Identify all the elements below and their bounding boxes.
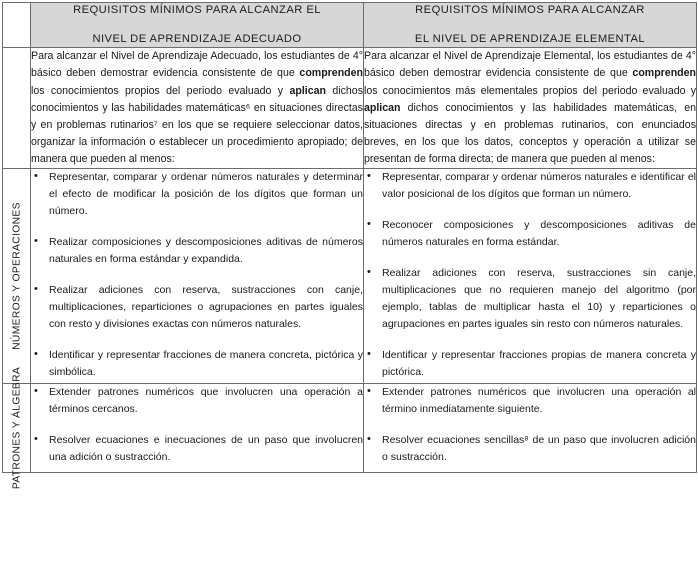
row-numeros-operaciones xyxy=(3,169,697,384)
intro-adecuado-bold1: comprenden xyxy=(299,67,363,80)
side-label-numeros-operaciones-text: NÚMEROS Y OPERACIONES xyxy=(10,202,22,351)
document-page xyxy=(0,2,698,572)
header-adecuado-line1: REQUISITOS MÍNIMOS PARA ALCANZAR EL xyxy=(73,4,321,16)
patrones-adecuado-cell xyxy=(31,384,364,473)
header-elemental-line2: EL NIVEL DE APRENDIZAJE ELEMENTAL xyxy=(414,33,646,46)
intro-elemental-part2: los conocimientos más elementales propios del periodo evaluado y xyxy=(364,84,696,97)
side-label-numeros-operaciones xyxy=(3,169,31,384)
intro-adecuado-part2: los conocimientos propios del periodo evaluado y xyxy=(31,84,290,97)
intro-adecuado-part3: dichos conocimientos y las habilidades matemáticas⁶ en situaciones directas y en problemas rutinarios⁷ en los que se requiere seleccionar datos, organizar la información o establecer un procedimiento apropiado; de manera que pueden al menos: xyxy=(31,84,363,166)
intro-side-cell xyxy=(3,48,31,169)
intro-adecuado-part1: Para alcanzar el Nivel de Aprendizaje Adecuado, los estudiantes de 4° básico deben demostrar evidencia consistente de que xyxy=(31,50,363,80)
header-adecuado xyxy=(31,3,364,48)
intro-row xyxy=(3,48,697,169)
intro-elemental-part3: dichos conocimientos y las habilidades matemáticas, en situaciones directas y en problemas rutinarios, con enunciados breves, en los que los datos, conceptos y operación a utilizar se presentan de forma directa; de manera que pueden al menos: xyxy=(364,101,696,166)
patrones-elemental-list xyxy=(364,384,696,466)
table-header-row xyxy=(3,3,697,48)
achievement-levels-table xyxy=(2,2,697,490)
numeros-adecuado-list xyxy=(31,169,363,381)
list-item: • Extender patrones numéricos que involucren una operación al término inmediatamente siguiente. xyxy=(364,384,696,418)
intro-adecuado-cell xyxy=(31,48,364,169)
list-item: • Realizar adiciones con reserva, sustracciones con canje, multiplicaciones, reparticiones o agrupaciones en partes iguales con resto y divisiones exactas con números naturales. xyxy=(31,282,363,333)
intro-elemental-bold1: comprenden xyxy=(632,67,696,80)
numeros-adecuado-cell xyxy=(31,169,364,384)
intro-elemental-bold2: aplican xyxy=(364,101,401,114)
list-item: • Identificar y representar fracciones de manera concreta, pictórica y simbólica. xyxy=(31,347,363,381)
list-item: • Identificar y representar fracciones propias de manera concreta y pictórica. xyxy=(364,347,696,381)
numeros-elemental-cell xyxy=(364,169,697,384)
list-item: • Realizar composiciones y descomposiciones aditivas de números naturales en forma estándar y expandida. xyxy=(31,234,363,268)
list-item: • Reconocer composiciones y descomposiciones aditivas de números naturales en forma estándar. xyxy=(364,217,696,251)
intro-elemental-paragraph xyxy=(364,48,696,168)
header-elemental xyxy=(364,3,697,48)
list-item: • Representar, comparar y ordenar números naturales y determinar el efecto de modificar la posición de los dígitos que forman un número. xyxy=(31,169,363,220)
intro-adecuado-paragraph xyxy=(31,48,363,168)
numeros-elemental-list xyxy=(364,169,696,381)
intro-elemental-cell xyxy=(364,48,697,169)
side-label-patrones-algebra xyxy=(3,367,31,490)
header-adecuado-line2: NIVEL DE APRENDIZAJE ADECUADO xyxy=(92,33,302,46)
list-item: • Extender patrones numéricos que involucren una operación a términos cercanos. xyxy=(31,384,363,418)
patrones-adecuado-list xyxy=(31,384,363,466)
list-item: • Representar, comparar y ordenar números naturales e identificar el valor posicional de los dígitos que forman un número. xyxy=(364,169,696,203)
side-label-patrones-algebra-text: PATRONES Y ÁLGEBRA xyxy=(10,367,22,490)
header-elemental-line1: REQUISITOS MÍNIMOS PARA ALCANZAR xyxy=(415,4,645,16)
intro-elemental-part1: Para alcanzar el Nivel de Aprendizaje Elemental, los estudiantes de 4° básico deben demostrar evidencia consistente de que xyxy=(364,50,696,80)
row-patrones-algebra xyxy=(3,384,697,473)
list-item: • Resolver ecuaciones sencillas⁸ de un paso que involucren adición o sustracción. xyxy=(364,432,696,466)
list-item: • Resolver ecuaciones e inecuaciones de un paso que involucren una adición o sustracción. xyxy=(31,432,363,466)
list-item: • Realizar adiciones con reserva, sustracciones sin canje, multiplicaciones que no requieren manejo del algoritmo (por ejemplo, tablas de multiplicar hasta el 10) y reparticiones o agrupaciones en partes iguales sin resto con números naturales. xyxy=(364,265,696,333)
intro-adecuado-bold2: aplican xyxy=(289,84,326,97)
header-corner-cell xyxy=(3,3,31,48)
patrones-elemental-cell xyxy=(364,384,697,473)
